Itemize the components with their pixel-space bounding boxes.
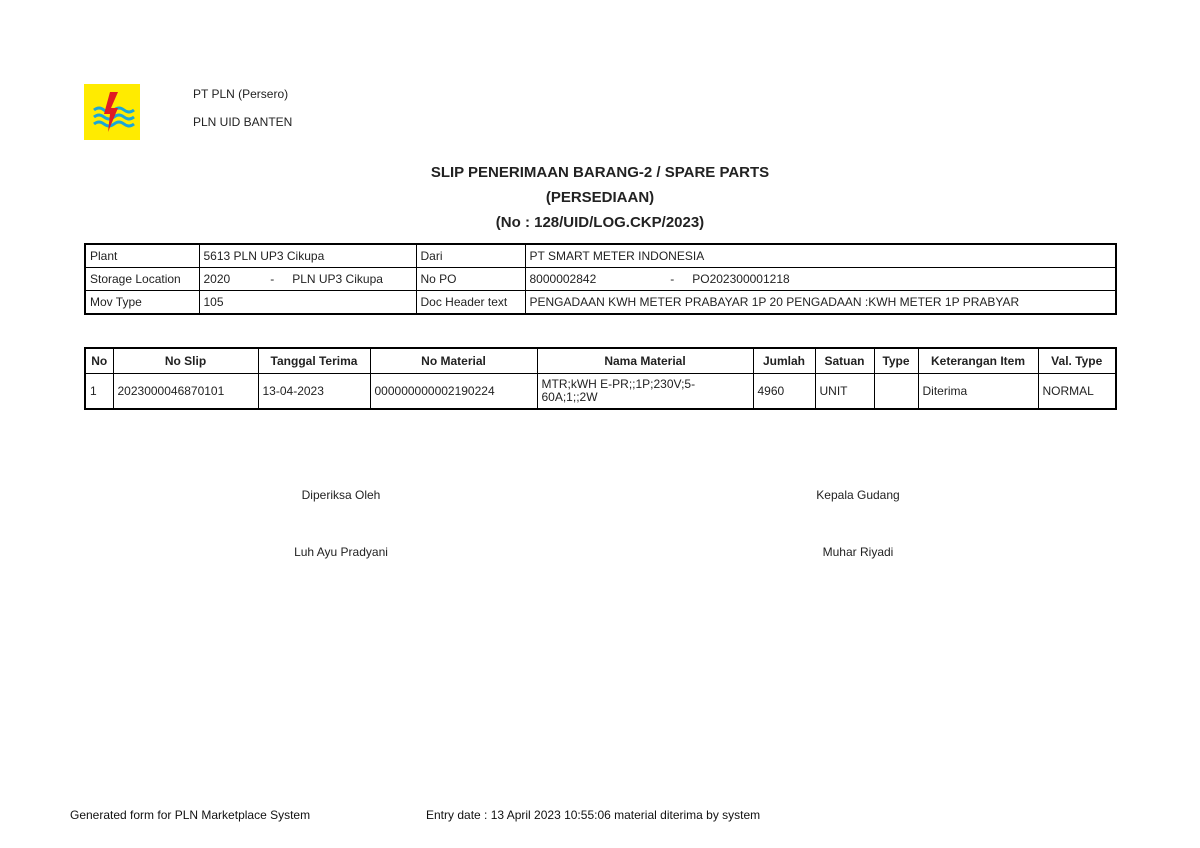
signature-left-role: Diperiksa Oleh: [301, 488, 381, 502]
info-row-plant: [85, 244, 1116, 268]
storage-name: PLN UP3 Cikupa: [292, 272, 383, 286]
signature-left-name: Luh Ayu Pradyani: [294, 545, 388, 559]
storage-label: Storage Location: [85, 268, 199, 291]
plant-value: 5613 PLN UP3 Cikupa: [199, 244, 416, 268]
signature-right-name: Muhar Riyadi: [822, 545, 894, 559]
po-number: 8000002842: [529, 272, 597, 286]
info-row-storage: [85, 268, 1116, 291]
col-header-tanggal-terima: Tanggal Terima: [258, 348, 370, 374]
storage-value: [199, 268, 416, 291]
cell-no: 1: [85, 374, 113, 410]
col-header-satuan: Satuan: [815, 348, 874, 374]
nopo-value: [525, 268, 1116, 291]
docheader-value: PENGADAAN KWH METER PRABAYAR 1P 20 PENGADAAN :KWH METER 1P PRABYAR: [525, 291, 1116, 315]
info-row-movtype: [85, 291, 1116, 315]
signature-right-role: Kepala Gudang: [816, 488, 900, 502]
movtype-label: Mov Type: [85, 291, 199, 315]
pln-logo: [84, 84, 140, 140]
dari-label: Dari: [416, 244, 525, 268]
document-title: SLIP PENERIMAAN BARANG-2 / SPARE PARTS: [430, 164, 770, 181]
storage-code: 2020: [203, 272, 231, 286]
unit-name: PLN UID BANTEN: [193, 115, 293, 129]
header-info-table: [84, 243, 1117, 315]
document-number: (No : 128/UID/LOG.CKP/2023): [495, 214, 705, 231]
company-name: PT PLN (Persero): [193, 87, 289, 101]
material-table: [84, 347, 1117, 410]
col-header-no-slip: No Slip: [113, 348, 258, 374]
dari-value: PT SMART METER INDONESIA: [525, 244, 1116, 268]
nopo-label: No PO: [416, 268, 525, 291]
cell-no-slip: 2023000046870101: [113, 374, 258, 410]
col-header-keterangan-item: Keterangan Item: [918, 348, 1038, 374]
storage-separator: -: [270, 272, 275, 286]
cell-keterangan-item: Diterima: [918, 374, 1038, 410]
footer-entry-date: Entry date : 13 April 2023 10:55:06 material diterima by system: [426, 808, 761, 822]
cell-tanggal-terima: 13-04-2023: [258, 374, 370, 410]
cell-no-material: 000000000002190224: [370, 374, 537, 410]
col-header-no: No: [85, 348, 113, 374]
plant-label: Plant: [85, 244, 199, 268]
movtype-value: 105: [199, 291, 416, 315]
cell-val-type: NORMAL: [1038, 374, 1116, 410]
cell-jumlah: 4960: [753, 374, 815, 410]
po-separator: -: [670, 272, 675, 286]
cell-satuan: UNIT: [815, 374, 874, 410]
table-row: [85, 374, 1116, 410]
po-reference: PO202300001218: [692, 272, 790, 286]
col-header-no-material: No Material: [370, 348, 537, 374]
cell-type: [874, 374, 918, 410]
footer-system-note: Generated form for PLN Marketplace System: [70, 808, 311, 822]
table-header-row: [85, 348, 1116, 374]
document-subtitle: (PERSEDIAAN): [545, 189, 655, 206]
col-header-jumlah: Jumlah: [753, 348, 815, 374]
col-header-nama-material: Nama Material: [537, 348, 753, 374]
col-header-val-type: Val. Type: [1038, 348, 1116, 374]
cell-nama-material: MTR;kWH E-PR;;1P;230V;5-60A;1;;2W: [537, 374, 753, 410]
col-header-type: Type: [874, 348, 918, 374]
docheader-label: Doc Header text: [416, 291, 525, 315]
